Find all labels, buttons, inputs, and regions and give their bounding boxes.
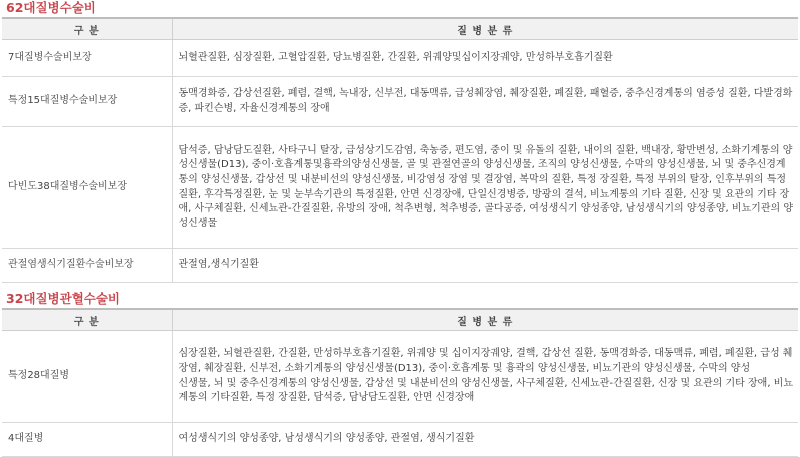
table-row bbox=[2, 40, 798, 77]
row-category: 관절염생식기질환수술비보장 bbox=[2, 249, 172, 283]
section2-table bbox=[2, 308, 798, 457]
row-category: 특정28대질병 bbox=[2, 331, 172, 423]
section2-title: 32대질병관혈수술비 bbox=[6, 291, 120, 306]
table-row bbox=[2, 423, 798, 457]
header-classification: 질 병 분 류 bbox=[172, 18, 798, 40]
row-category: 다빈도38대질병수술비보장 bbox=[2, 127, 172, 249]
section1-table bbox=[2, 17, 798, 283]
row-diseases: 뇌혈관질환, 심장질환, 고혈압질환, 당뇨병질환, 간질환, 위궤양및십이지장궤양, 만성하부호흡기질환 bbox=[172, 40, 798, 77]
row-diseases: 담석증, 담낭담도질환, 사타구니 탈장, 급성상기도감염, 축농증, 편도염, 중이 및 유돌의 질환, 내이의 질환, 백내장, 황반변성, 소화기계통의 양성신생물(D13), 중이·호흡계통및흉곽의양성신생물, 골 및 관절연골의 양성신생물, 조직의 양성신생물, 수막의 양성신생물, 뇌 및 중추신경계통의 양성신생물, 갑상선 및 내분비선의 양성신생물, 비강염성 장염 및 결장염, 복막의 질환, 특정 장질환, 특정 부위의 탈장, 인후부위의 특정질환, 후각특정질환, 눈 및 눈부속기관의 특정질환, 안면 신경장애, 단일신경병증, 방광의 결석, 비뇨계통의 기타 질환, 신장 및 요관의 기타 장애, 사구체질환, 신세뇨관-간질질환, 유방의 장애, 척추변형, 척추병증, 골다공증, 여성생식기 양성종양, 남성생식기의 양성종양, 비뇨기관의 양성신생물 bbox=[172, 127, 798, 249]
table-row bbox=[2, 77, 798, 127]
header-classification: 질 병 분 류 bbox=[172, 309, 798, 331]
table-row bbox=[2, 249, 798, 283]
table-header-row bbox=[2, 309, 798, 331]
table-row bbox=[2, 331, 798, 423]
row-diseases: 동맥경화증, 갑상선질환, 폐렴, 결핵, 녹내장, 신부전, 대동맥류, 급성췌장염, 췌장질환, 폐질환, 패혈증, 중추신경계통의 염증성 질환, 다발경화증, 파킨슨병, 자율신경계통의 장애 bbox=[172, 77, 798, 127]
header-category: 구 분 bbox=[2, 18, 172, 40]
section1-title: 62대질병수술비 bbox=[6, 0, 96, 15]
row-category: 4대질병 bbox=[2, 423, 172, 457]
row-diseases: 관절염,생식기질환 bbox=[172, 249, 798, 283]
header-category: 구 분 bbox=[2, 309, 172, 331]
row-diseases: 여성생식기의 양성종양, 남성생식기의 양성종양, 관절염, 생식기질환 bbox=[172, 423, 798, 457]
row-category: 특정15대질병수술비보장 bbox=[2, 77, 172, 127]
table-header-row bbox=[2, 18, 798, 40]
row-category: 7대질병수술비보장 bbox=[2, 40, 172, 77]
row-diseases: 심장질환, 뇌혈관질환, 간질환, 만성하부호흡기질환, 위궤양 및 십이지장궤양, 결핵, 갑상선 질환, 동맥경화증, 대동맥류, 폐렴, 폐질환, 급성 췌장염, 췌장질환, 신부전, 소화기계통의 양성신생물(D13), 중이·호흡계통 및 흉곽의 양성신생물, 비뇨기관의 양성신생물, 수막의 양성 신생물, 뇌 및 중추신경계통의 양성신생물, 갑상선 및 내분비선의 양성신생물, 사구체질환, 신세뇨관-간질질환, 신장 및 요관의 기타 장애, 비뇨계통의 기타질환, 특정 장질환, 담석증, 담낭담도질환, 안면 신경장애 bbox=[172, 331, 798, 423]
table-row bbox=[2, 127, 798, 249]
